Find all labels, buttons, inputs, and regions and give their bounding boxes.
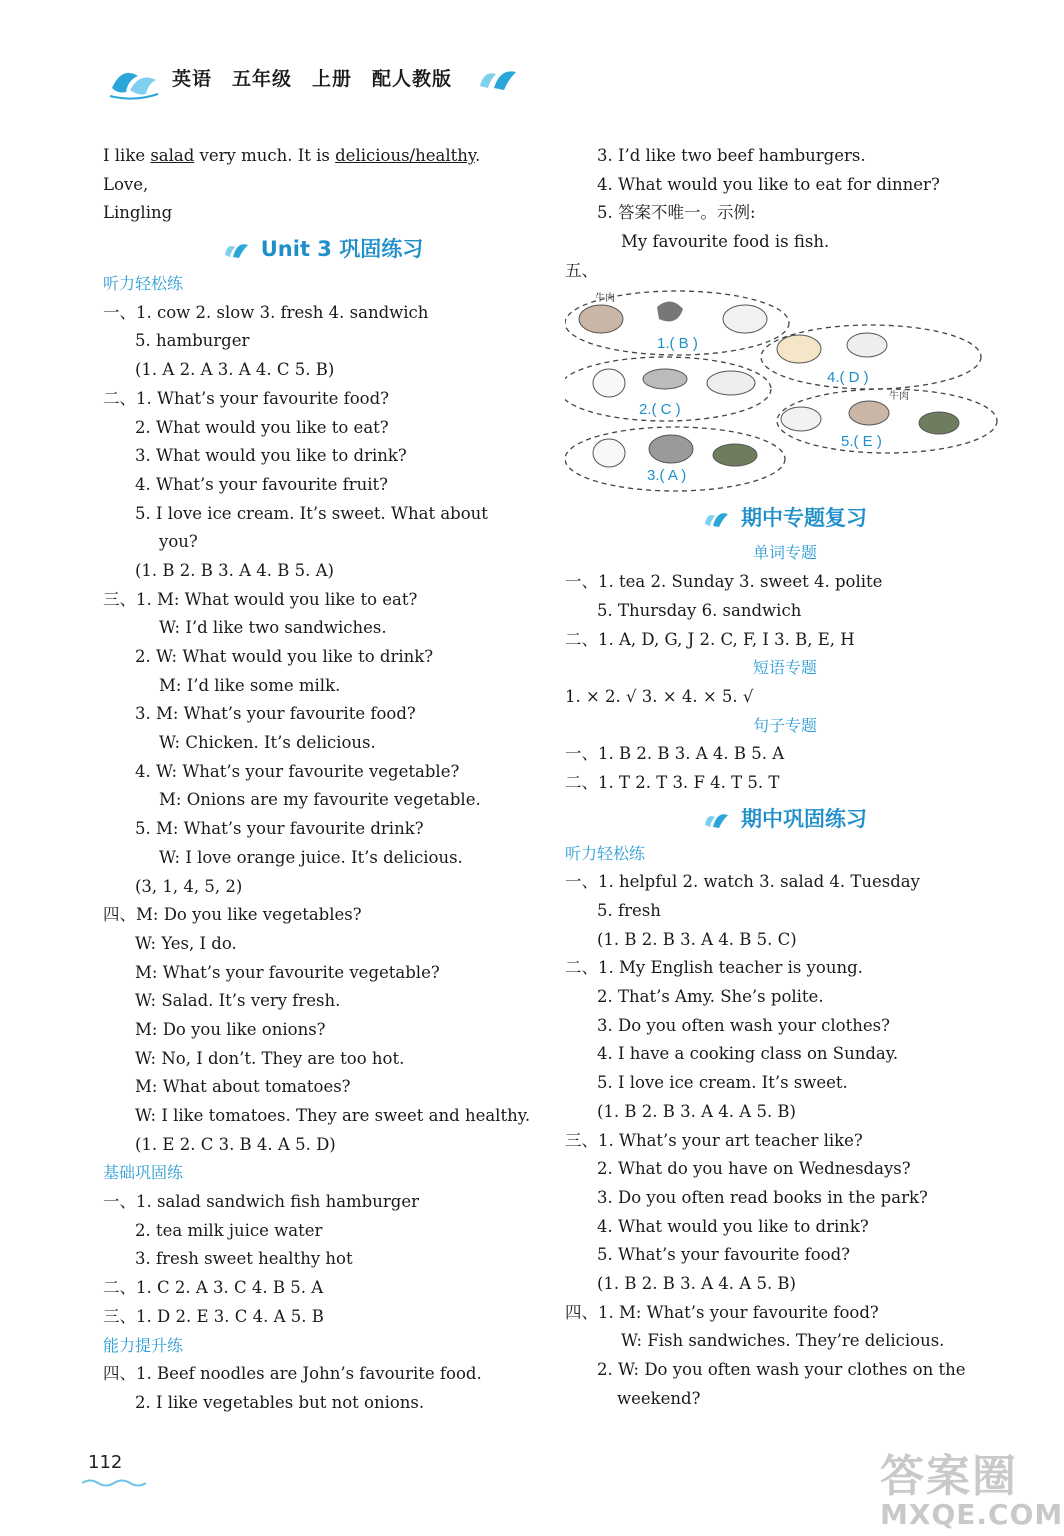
answer-line: 2. That’s Amy. She’s polite.: [597, 987, 824, 1007]
answer-line: M: Onions are my favourite vegetable.: [159, 790, 481, 810]
answer-line: M: Do you like onions?: [135, 1019, 326, 1039]
answer-line: 二、1. What’s your favourite food?: [103, 388, 390, 408]
header-leaf-icon: [478, 66, 518, 92]
answer-line: 三、1. What’s your art teacher like?: [565, 1130, 863, 1150]
answer-line: 4. W: What’s your favourite vegetable?: [135, 761, 460, 781]
header-volume: 上册: [312, 68, 353, 90]
picture-label-4: 4.( D ): [827, 369, 869, 387]
answer-line: W: I’d like two sandwiches.: [159, 618, 387, 638]
left-answer-list: [103, 270, 543, 1418]
subsection-title: 短语专题: [752, 658, 817, 678]
answer-line: 5. I love ice cream. It’s sweet. What about: [135, 503, 488, 523]
header-logo-icon: [108, 62, 160, 102]
subsection-title: 听力轻松练: [565, 843, 646, 863]
answer-line: 2. W: Do you often wash your clothes on the: [597, 1360, 966, 1379]
answer-line: 4. What’s your favourite fruit?: [135, 474, 389, 494]
answer-line: 5. M: What’s your favourite drink?: [135, 819, 424, 839]
answer-line: 四、M: Do you like vegetables?: [103, 905, 362, 925]
answer-line: 四、1. Beef noodles are John’s favourite food.: [103, 1364, 482, 1384]
answer-line: (1. E 2. C 3. B 4. A 5. D): [135, 1134, 336, 1154]
section-leaf-icon: [223, 241, 249, 259]
answer-line: 5. 答案不唯一。示例:: [597, 203, 756, 223]
answer-line: (1. B 2. B 3. A 4. A 5. B): [597, 1273, 796, 1293]
subsection-title: 单词专题: [752, 543, 817, 563]
answer-line: 5. What’s your favourite food?: [597, 1245, 851, 1265]
answer-line: M: What about tomatoes?: [135, 1077, 351, 1097]
left-column: [103, 142, 543, 1418]
answer-line: 一、1. tea 2. Sunday 3. sweet 4. polite: [565, 572, 883, 592]
picture-label-5: 5.( E ): [841, 433, 882, 451]
answer-line: 二、1. A, D, G, J 2. C, F, I 3. B, E, H: [565, 629, 855, 649]
answer-line: W: Salad. It’s very fresh.: [135, 991, 341, 1011]
soup-icon: [847, 333, 887, 357]
watermark: 答案圈 MXQE.COM: [880, 1451, 1064, 1531]
answer-line: 3. Do you often wash your clothes?: [597, 1015, 890, 1035]
answer-line: (3, 1, 4, 5, 2): [135, 876, 243, 896]
answer-line: 3. I’d like two beef hamburgers.: [597, 146, 866, 165]
midterm-practice-heading: 期中巩固练习: [565, 798, 1005, 840]
food-matching-illustration: [565, 289, 1005, 495]
answer-line: 三、1. D 2. E 3. C 4. A 5. B: [103, 1306, 324, 1326]
noodles-bowl-icon: [781, 407, 821, 431]
answer-line: M: What’s your favourite vegetable?: [135, 962, 440, 982]
picture-label-2: 2.( C ): [639, 401, 681, 419]
answer-line: 四、1. M: What’s your favourite food?: [565, 1302, 879, 1322]
answer-line: 2. What would you like to eat?: [135, 417, 389, 437]
right-bottom-list: [565, 840, 1005, 1414]
answer-line: 二、1. C 2. A 3. C 4. B 5. A: [103, 1278, 324, 1298]
tofu-icon: [707, 371, 755, 395]
answer-line: 3. fresh sweet healthy hot: [135, 1249, 353, 1269]
answer-line: 1. × 2. √ 3. × 4. × 5. √: [565, 686, 754, 706]
answer-line: W: I like tomatoes. They are sweet and healthy.: [135, 1106, 531, 1125]
answer-line: 一、1. cow 2. slow 3. fresh 4. sandwich: [103, 302, 429, 322]
answer-line: (1. B 2. B 3. A 4. B 5. A): [135, 560, 334, 580]
answer-line: 5. hamburger: [135, 331, 250, 351]
answer-line: 一、1. salad sandwich fish hamburger: [103, 1192, 419, 1212]
header-edition: 配人教版: [372, 68, 453, 90]
answer-line: 一、1. B 2. B 3. A 4. B 5. A: [565, 744, 785, 764]
subsection-title: 句子专题: [752, 715, 817, 735]
answer-line: 5. fresh: [597, 901, 661, 920]
picture-label-3: 3.( A ): [647, 467, 687, 485]
answer-line: M: I’d like some milk.: [159, 675, 341, 695]
answer-line: My favourite food is fish.: [621, 232, 830, 252]
page-number: 112: [88, 1452, 123, 1473]
right-mid-list: [565, 539, 1005, 797]
answer-line: 4. What would you like to drink?: [597, 1216, 869, 1236]
rice-icon: [593, 369, 625, 397]
subsection-title: 能力提升练: [103, 1335, 184, 1355]
dumplings-icon: [777, 335, 821, 363]
page-number-wave-icon: [82, 1478, 152, 1488]
header-subject: 英语: [172, 68, 213, 90]
answer-line: 二、1. My English teacher is young.: [565, 958, 863, 978]
beef-icon: [579, 305, 623, 333]
rice-bowl-icon: [593, 439, 625, 467]
unit3-heading: Unit 3 巩固练习: [103, 228, 543, 270]
noodles-icon: [723, 305, 767, 333]
answer-line: you?: [159, 532, 198, 552]
answer-line: 3. Do you often read books in the park?: [597, 1187, 928, 1207]
subsection-title: 基础巩固练: [103, 1163, 184, 1183]
answer-line: 三、1. M: What would you like to eat?: [103, 589, 418, 609]
answer-line: 5. I love ice cream. It’s sweet.: [597, 1073, 848, 1093]
answer-line: W: No, I don’t. They are too hot.: [135, 1048, 405, 1068]
answer-line: 5. Thursday 6. sandwich: [597, 600, 802, 620]
answer-line: W: Chicken. It’s delicious.: [159, 733, 376, 753]
answer-line: W: Yes, I do.: [135, 933, 237, 953]
answer-line: 一、1. helpful 2. watch 3. salad 4. Tuesday: [565, 872, 920, 892]
header-title: [172, 64, 472, 91]
subsection-title: 听力轻松练: [103, 274, 184, 294]
vegetables-icon: [919, 412, 959, 434]
answer-line: (1. B 2. B 3. A 4. A 5. B): [597, 1101, 796, 1121]
section-leaf-icon: [703, 510, 729, 528]
answer-line: 2. What do you have on Wednesdays?: [597, 1159, 911, 1179]
answer-line: W: Fish sandwiches. They’re delicious.: [621, 1331, 945, 1351]
answer-line: 2. I like vegetables but not onions.: [135, 1392, 425, 1412]
answer-line: (1. A 2. A 3. A 4. C 5. B): [135, 360, 335, 380]
fish-icon: [643, 369, 687, 389]
right-top-list: [565, 142, 1005, 285]
answer-line: 4. What would you like to eat for dinner?: [597, 174, 940, 194]
food-matching-picture: [565, 289, 1005, 495]
answer-line: (1. B 2. B 3. A 4. B 5. C): [597, 929, 797, 949]
header-grade: 五年级: [232, 68, 293, 90]
svg-text:牛肉: 牛肉: [595, 293, 615, 305]
picture-label-1: 1.( B ): [657, 335, 698, 353]
answer-line: weekend?: [617, 1388, 701, 1408]
answer-line: W: I love orange juice. It’s delicious.: [159, 847, 463, 867]
section-leaf-icon: [703, 811, 729, 829]
greens-icon: [713, 444, 757, 466]
fish-dish-icon: [657, 302, 683, 322]
answer-line: 3. M: What’s your favourite food?: [135, 704, 416, 724]
answer-line: 2. W: What would you like to drink?: [135, 647, 434, 666]
answer-line: 3. What would you like to drink?: [135, 446, 407, 466]
letter-line: I like salad very much. It is delicious/healthy.: [103, 146, 481, 165]
right-column: [565, 142, 1005, 1413]
answer-line: 4. I have a cooking class on Sunday.: [597, 1044, 899, 1064]
letter-closing: Love,: [103, 174, 149, 194]
beef-plate-icon: [849, 401, 889, 425]
svg-text:牛肉: 牛肉: [889, 391, 909, 403]
answer-line: 二、1. T 2. T 3. F 4. T 5. T: [565, 772, 780, 792]
answer-line: 五、: [565, 260, 598, 280]
answer-line: 2. tea milk juice water: [135, 1220, 323, 1240]
letter-signature: Lingling: [103, 203, 173, 223]
midterm-review-heading: 期中专题复习: [565, 497, 1005, 539]
roast-chicken-icon: [649, 435, 693, 463]
